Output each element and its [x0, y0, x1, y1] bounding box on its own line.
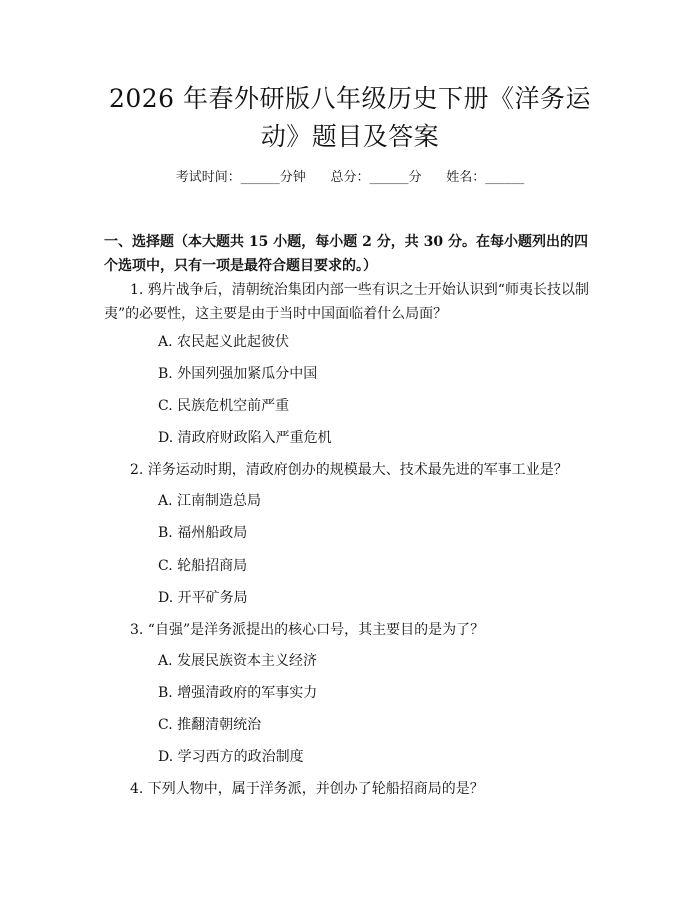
- question-2-option-b: B. 福州船政局: [158, 525, 248, 541]
- document-title: 2026 年春外研版八年级历史下册《洋务运动》题目及答案: [108, 84, 592, 151]
- question-2-option-c: C. 轮船招商局: [158, 558, 248, 574]
- question-2-option-a: A. 江南制造总局: [158, 493, 262, 509]
- exam-info-line: 考试时间：______分钟 总分：______分 姓名：______: [175, 170, 525, 185]
- question-1-option-d: D. 清政府财政陷入严重危机: [158, 430, 332, 446]
- question-3: 3. “自强”是洋务派提出的核心口号，其主要目的是为了？: [130, 622, 485, 638]
- question-3-option-c: C. 推翻清朝统治: [158, 717, 262, 733]
- question-3-option-a: A. 发展民族资本主义经济: [158, 653, 318, 669]
- question-1-option-c: C. 民族危机空前严重: [158, 398, 290, 414]
- question-2: 2. 洋务运动时期，清政府创办的规模最大、技术最先进的军事工业是？: [130, 462, 568, 478]
- question-3-option-d: D. 学习西方的政治制度: [158, 749, 304, 765]
- question-2-option-d: D. 开平矿务局: [158, 590, 248, 606]
- question-1-option-b: B. 外国列强加紧瓜分中国: [158, 366, 318, 382]
- section-heading: 一、选择题（本大题共 15 小题，每小题 2 分，共 30 分。在每小题列出的四个选项中，只有一项是最符合题目要求的。）: [104, 234, 588, 274]
- question-1-option-a: A. 农民起义此起彼伏: [158, 334, 290, 350]
- question-3-option-b: B. 增强清政府的军事实力: [158, 685, 318, 701]
- question-4: 4. 下列人物中，属于洋务派，并创办了轮船招商局的是？: [130, 781, 484, 797]
- question-1: 1. 鸦片战争后，清朝统治集团内部一些有识之士开始认识到“师夷长技以制夷”的必要性，这主要是由于当时中国面临着什么局面？: [104, 282, 589, 322]
